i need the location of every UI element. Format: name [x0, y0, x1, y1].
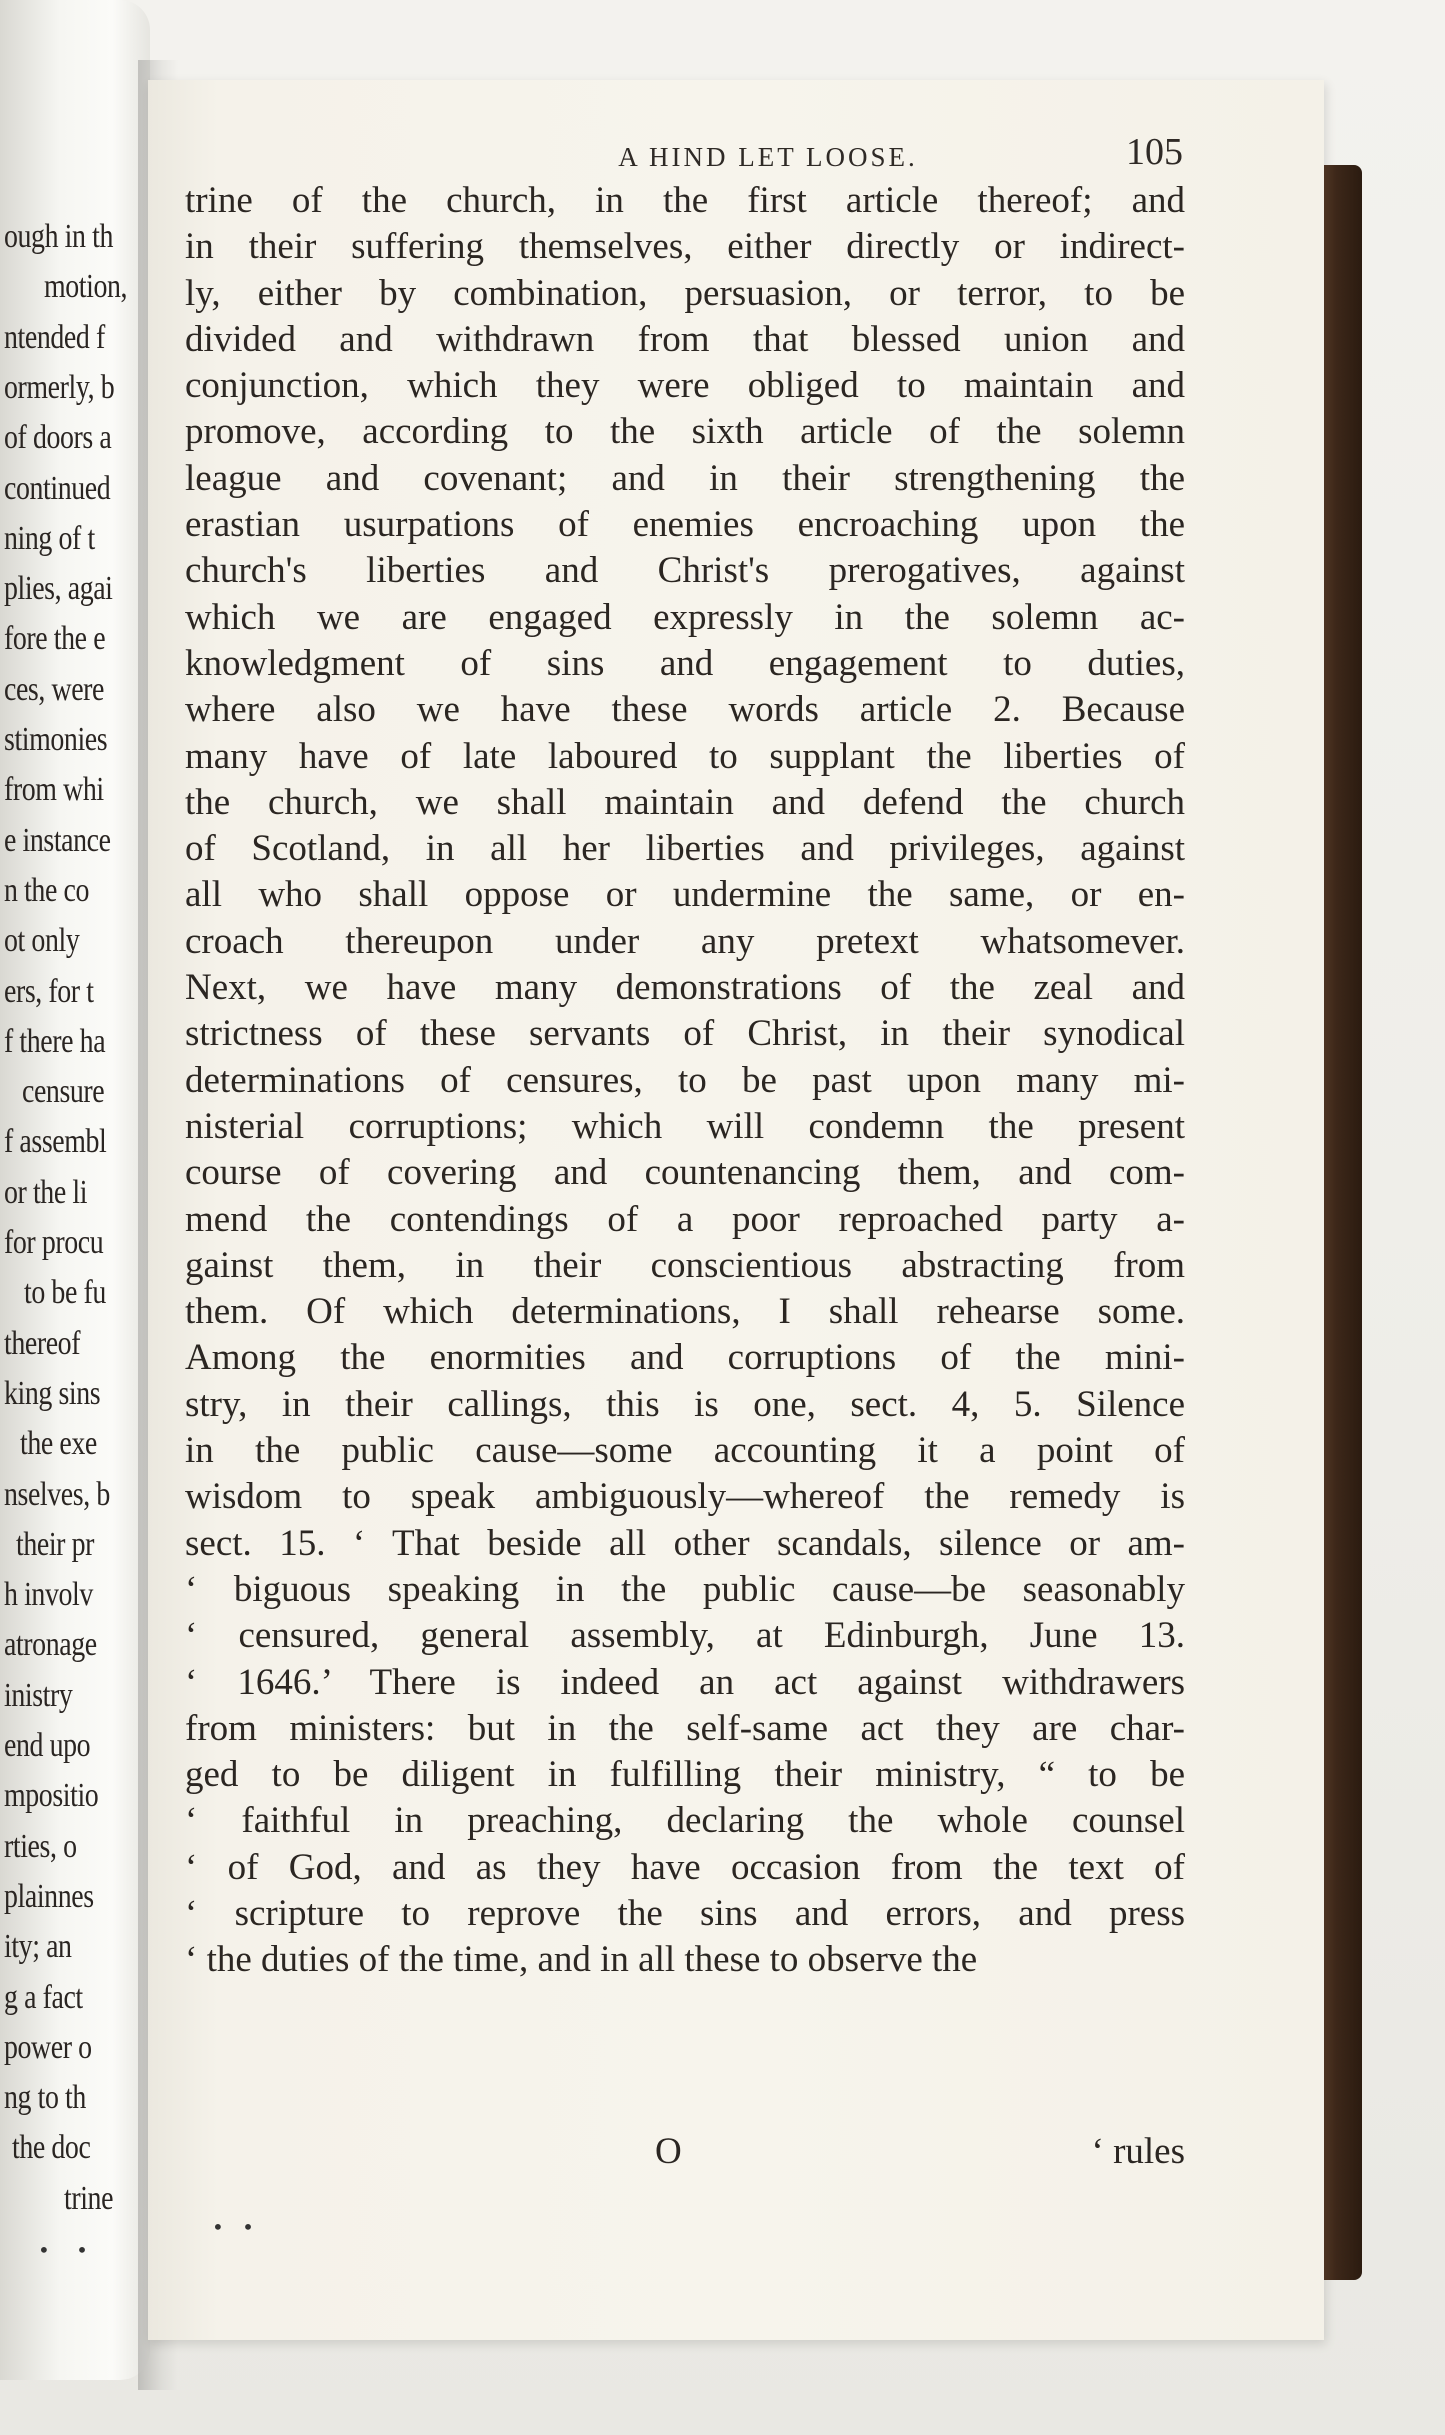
text-line: strictness of these servants of Christ, in their synodical — [185, 1013, 1185, 1055]
text-line: ly, either by combination, persuasion, or terror, to be — [185, 272, 1185, 314]
facing-page-fragment: thereof — [4, 1324, 81, 1362]
page-footer — [185, 2130, 1185, 2180]
text-line: many have of late laboured to supplant the liberties of — [185, 735, 1185, 777]
body-text — [185, 178, 1185, 1984]
text-line: course of covering and countenancing them, and com- — [185, 1152, 1185, 1194]
facing-page-fragment: for procu — [4, 1224, 104, 1261]
text-line: gainst them, in their conscientious abstracting from — [185, 1244, 1185, 1286]
text-line: Among the enormities and corruptions of the mini- — [185, 1337, 1185, 1379]
facing-page-fragment: ng to th — [4, 2079, 86, 2117]
text-line: ‘ the duties of the time, and in all these to observe the — [185, 1939, 978, 1981]
facing-page-fragment: ning of t — [4, 519, 95, 557]
text-line: ‘ censured, general assembly, at Edinburgh, June 13. — [185, 1615, 1185, 1657]
text-line: church's liberties and Christ's prerogatives, against — [185, 550, 1185, 592]
facing-page-fragment: n the co — [4, 871, 89, 909]
signature-mark: O — [655, 2131, 682, 2172]
text-line: ged to be diligent in fulfilling their ministry, “ to be — [185, 1754, 1185, 1796]
catchword: ‘ rules — [1091, 2131, 1185, 2172]
facing-page-fragment: inistry — [4, 1676, 73, 1714]
text-line: nisterial corruptions; which will condemn the present — [185, 1105, 1185, 1147]
text-line: sect. 15. ‘ That beside all other scandals, silence or am- — [185, 1522, 1185, 1564]
facing-page-fragment: ity; an — [4, 1928, 72, 1966]
text-line: ‘ faithful in preaching, declaring the whole counsel — [185, 1800, 1185, 1842]
facing-page-fragment: ces, were — [4, 670, 105, 708]
text-line: in their suffering themselves, either directly or indirect- — [185, 226, 1185, 268]
facing-page-fragment: atronage — [4, 1626, 97, 1664]
text-line: ‘ biguous speaking in the public cause—be seasonably — [185, 1568, 1185, 1610]
book-cover-edge — [1320, 165, 1362, 2280]
text-line: trine of the church, in the first article thereof; and — [185, 180, 1185, 221]
facing-page — [0, 0, 150, 2380]
facing-page-fragment: plies, agai — [4, 570, 113, 608]
facing-page-fragment: power o — [4, 2028, 92, 2066]
facing-page-fragment: f there ha — [4, 1022, 106, 1060]
running-head: A HIND LET LOOSE. — [618, 142, 918, 172]
text-line: knowledgment of sins and engagement to duties, — [185, 642, 1185, 684]
facing-page-fragment: from whi — [4, 771, 104, 809]
facing-page-fragment: g a fact — [4, 1978, 83, 2016]
text-line: croach thereupon under any pretext whatsomever. — [185, 920, 1185, 962]
facing-page-fragment: the exe — [20, 1425, 97, 1463]
text-line: mend the contendings of a poor reproached party a- — [185, 1198, 1185, 1240]
text-line: wisdom to speak ambiguously—whereof the remedy is — [185, 1476, 1185, 1518]
text-line: which we are engaged expressly in the solemn ac- — [185, 596, 1185, 638]
facing-page-fragment: ers, for t — [4, 972, 94, 1010]
page-number: 105 — [1126, 131, 1183, 173]
facing-page-fragment: nselves, b — [4, 1475, 110, 1513]
text-line: determinations of censures, to be past upon many mi- — [185, 1059, 1185, 1101]
facing-page-fragment: their pr — [16, 1525, 95, 1563]
facing-page-fragment: h involv — [4, 1576, 93, 1614]
text-line: where also we have these words article 2. Because — [185, 689, 1185, 731]
text-line: stry, in their callings, this is one, sect. 4, 5. Silence — [185, 1383, 1185, 1425]
facing-page-fragment: stimonies — [4, 721, 108, 758]
text-line: Next, we have many demonstrations of the zeal and — [185, 967, 1185, 1009]
facing-page-fragment: end upo — [4, 1727, 91, 1764]
facing-page-fragment: king sins — [4, 1374, 101, 1412]
facing-page-fragment: to be fu — [24, 1274, 106, 1312]
text-line: them. Of which determinations, I shall rehearse some. — [185, 1291, 1185, 1333]
facing-page-fragment: ormerly, b — [4, 368, 115, 406]
text-line: ‘ scripture to reprove the sins and errors, and press — [185, 1892, 1185, 1934]
text-line: from ministers: but in the self-same act they are char- — [185, 1707, 1185, 1749]
facing-page-fragment: f assembl — [4, 1123, 107, 1161]
facing-page-fragment: continued — [4, 469, 111, 507]
facing-page-fragment: e instance — [4, 821, 111, 859]
text-line: ‘ of God, and as they have occasion from the text of — [185, 1846, 1185, 1888]
facing-page-fragment: fore the e — [4, 620, 106, 658]
text-line: erastian usurpations of enemies encroaching upon the — [185, 504, 1185, 546]
text-line: of Scotland, in all her liberties and privileges, against — [185, 828, 1185, 870]
text-line: the church, we shall maintain and defend the church — [185, 781, 1185, 823]
text-line: conjunction, which they were obliged to maintain and — [185, 365, 1185, 407]
facing-page-fragment: the doc — [12, 2129, 91, 2167]
facing-page-fragment: plainnes — [4, 1877, 94, 1915]
facing-page-fragment: mpositio — [4, 1777, 99, 1815]
facing-page-fragment: or the li — [4, 1173, 88, 1211]
ink-specks: • • — [212, 2215, 260, 2239]
facing-page-fragment: rties, o — [4, 1827, 77, 1865]
text-line: ‘ 1646.’ There is indeed an act against withdrawers — [185, 1661, 1185, 1703]
ink-specks-left: • • — [38, 2238, 98, 2262]
text-line: league and covenant; and in their strengthening the — [185, 457, 1185, 499]
facing-page-fragment: trine — [64, 2179, 114, 2217]
text-line: in the public cause—some accounting it a point of — [185, 1430, 1185, 1472]
facing-page-fragment: censure — [22, 1073, 105, 1111]
facing-page-fragment: ot only — [4, 922, 80, 960]
text-line: promove, according to the sixth article of the solemn — [185, 411, 1185, 453]
facing-page-fragment: of doors a — [4, 419, 112, 457]
facing-page-fragment: motion, — [44, 268, 128, 306]
text-line: divided and withdrawn from that blessed union and — [185, 318, 1185, 360]
text-line: all who shall oppose or undermine the same, or en- — [185, 874, 1185, 916]
facing-page-fragment: ntended f — [4, 318, 105, 356]
facing-page-fragment: ough in th — [4, 218, 113, 255]
